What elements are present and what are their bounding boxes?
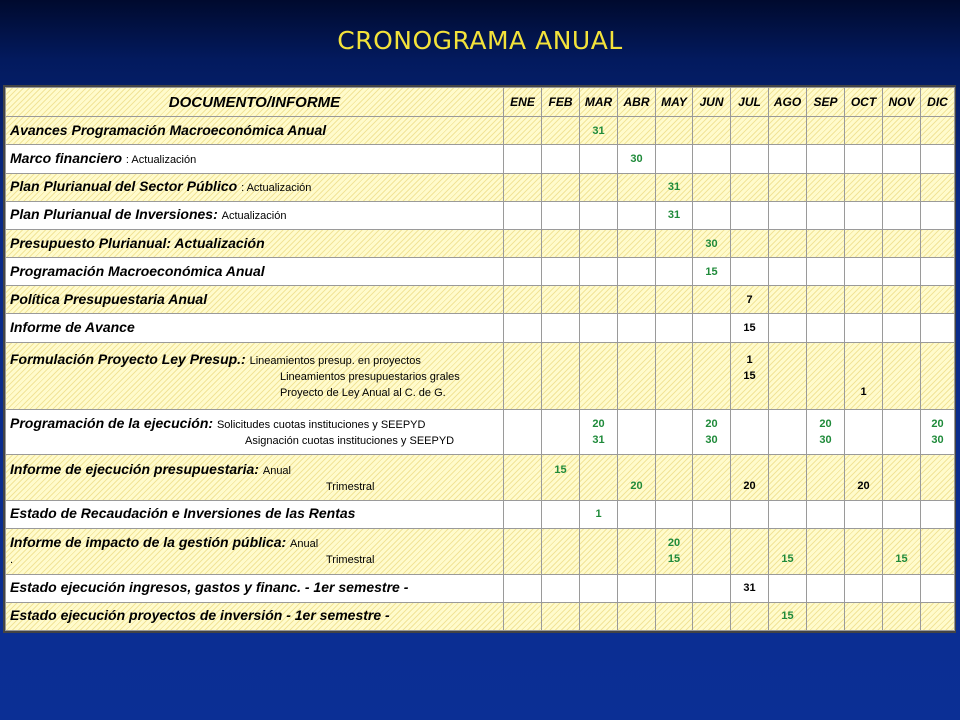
month-cell-may bbox=[656, 117, 693, 145]
month-cell-nov bbox=[883, 229, 921, 257]
month-cell-abr bbox=[618, 529, 656, 575]
month-cell-nov bbox=[883, 409, 921, 455]
month-cell-jun bbox=[693, 529, 731, 575]
month-cell-oct bbox=[845, 229, 883, 257]
document-subtitle: Lineamientos presupuestarios grales bbox=[280, 370, 460, 383]
month-cell-feb bbox=[542, 314, 580, 342]
month-cell-may bbox=[656, 258, 693, 286]
month-cell-abr bbox=[618, 173, 656, 201]
table-row bbox=[6, 314, 955, 342]
month-cell-jun bbox=[693, 258, 731, 286]
month-cell-dic bbox=[921, 602, 955, 630]
month-cell-mar bbox=[580, 145, 618, 173]
month-cell-abr bbox=[618, 145, 656, 173]
month-cell-mar bbox=[580, 409, 618, 455]
document-cell bbox=[6, 574, 504, 602]
month-cell-feb bbox=[542, 258, 580, 286]
date-value bbox=[542, 478, 579, 494]
document-title: Estado ejecución proyectos de inversión - 1er semestre - bbox=[10, 607, 390, 624]
date-value bbox=[883, 535, 920, 551]
month-cell-jul bbox=[731, 314, 769, 342]
date-value: 7 bbox=[746, 293, 753, 306]
date-value bbox=[845, 368, 882, 384]
month-cell-feb bbox=[542, 286, 580, 314]
date-value bbox=[618, 462, 655, 478]
month-cell-feb bbox=[542, 602, 580, 630]
document-subtitle: Anual bbox=[262, 464, 291, 477]
month-cell-mar bbox=[580, 455, 618, 501]
month-cell-dic bbox=[921, 314, 955, 342]
month-cell-may bbox=[656, 409, 693, 455]
month-cell-dic bbox=[921, 258, 955, 286]
month-cell-ago bbox=[769, 342, 807, 409]
month-cell-oct bbox=[845, 314, 883, 342]
date-value: 20 bbox=[931, 418, 944, 431]
month-cell-dic bbox=[921, 145, 955, 173]
document-title: Programación Macroeconómica Anual bbox=[10, 262, 265, 279]
document-cell bbox=[6, 258, 504, 286]
document-cell bbox=[6, 500, 504, 528]
month-cell-jun bbox=[693, 201, 731, 229]
month-cell-sep bbox=[807, 574, 845, 602]
header-document: DOCUMENTO/INFORME bbox=[6, 88, 504, 117]
month-cell-nov bbox=[883, 145, 921, 173]
month-cell-ene bbox=[504, 258, 542, 286]
date-value: 31 bbox=[743, 582, 756, 595]
month-cell-feb bbox=[542, 201, 580, 229]
month-cell-may bbox=[656, 574, 693, 602]
month-cell-sep bbox=[807, 455, 845, 501]
month-cell-may bbox=[656, 229, 693, 257]
month-cell-mar bbox=[580, 342, 618, 409]
month-cell-dic bbox=[921, 286, 955, 314]
month-cell-abr bbox=[618, 574, 656, 602]
date-value: 20 bbox=[630, 479, 643, 492]
month-cell-oct bbox=[845, 529, 883, 575]
month-cell-ago bbox=[769, 286, 807, 314]
date-value bbox=[769, 535, 806, 551]
document-cell bbox=[6, 117, 504, 145]
month-cell-abr bbox=[618, 342, 656, 409]
month-cell-mar bbox=[580, 201, 618, 229]
month-cell-ene bbox=[504, 314, 542, 342]
header-month: ENE bbox=[504, 88, 542, 117]
month-cell-ene bbox=[504, 229, 542, 257]
table-row bbox=[6, 342, 955, 409]
date-value bbox=[731, 462, 768, 478]
month-cell-sep bbox=[807, 314, 845, 342]
date-value: 31 bbox=[592, 434, 605, 447]
month-cell-oct bbox=[845, 342, 883, 409]
month-cell-sep bbox=[807, 258, 845, 286]
month-cell-feb bbox=[542, 173, 580, 201]
month-cell-nov bbox=[883, 314, 921, 342]
month-cell-jul bbox=[731, 229, 769, 257]
date-value bbox=[845, 462, 882, 478]
month-cell-sep bbox=[807, 342, 845, 409]
month-cell-may bbox=[656, 529, 693, 575]
month-cell-ago bbox=[769, 145, 807, 173]
month-cell-oct bbox=[845, 145, 883, 173]
month-cell-jul bbox=[731, 173, 769, 201]
header-month: NOV bbox=[883, 88, 921, 117]
month-cell-ago bbox=[769, 117, 807, 145]
month-cell-dic bbox=[921, 117, 955, 145]
month-cell-sep bbox=[807, 286, 845, 314]
month-cell-oct bbox=[845, 173, 883, 201]
month-cell-ene bbox=[504, 342, 542, 409]
table-row bbox=[6, 455, 955, 501]
table-row bbox=[6, 286, 955, 314]
document-cell bbox=[6, 229, 504, 257]
date-value: 15 bbox=[895, 553, 908, 566]
month-cell-ago bbox=[769, 455, 807, 501]
month-cell-jul bbox=[731, 500, 769, 528]
month-cell-nov bbox=[883, 286, 921, 314]
document-subtitle: Lineamientos presup. en proyectos bbox=[249, 354, 421, 367]
header-month: JUN bbox=[693, 88, 731, 117]
month-cell-feb bbox=[542, 574, 580, 602]
month-cell-oct bbox=[845, 455, 883, 501]
date-value: 30 bbox=[931, 434, 944, 447]
header-month: OCT bbox=[845, 88, 883, 117]
month-cell-jul bbox=[731, 574, 769, 602]
month-cell-nov bbox=[883, 342, 921, 409]
month-cell-jul bbox=[731, 286, 769, 314]
month-cell-dic bbox=[921, 500, 955, 528]
document-title: Estado de Recaudación e Inversiones de las Rentas bbox=[10, 505, 356, 522]
month-cell-abr bbox=[618, 500, 656, 528]
date-value: 30 bbox=[705, 237, 718, 250]
date-value: 15 bbox=[743, 322, 756, 335]
month-cell-feb bbox=[542, 409, 580, 455]
month-cell-ago bbox=[769, 602, 807, 630]
month-cell-sep bbox=[807, 145, 845, 173]
date-value: 15 bbox=[781, 553, 794, 566]
month-cell-abr bbox=[618, 201, 656, 229]
month-cell-dic bbox=[921, 201, 955, 229]
header-month: JUL bbox=[731, 88, 769, 117]
month-cell-mar bbox=[580, 314, 618, 342]
month-cell-sep bbox=[807, 229, 845, 257]
document-title: Política Presupuestaria Anual bbox=[10, 290, 208, 307]
month-cell-nov bbox=[883, 117, 921, 145]
document-title: Informe de impacto de la gestión pública: bbox=[10, 534, 291, 551]
document-cell bbox=[6, 409, 504, 455]
date-value: 30 bbox=[705, 434, 718, 447]
month-cell-feb bbox=[542, 455, 580, 501]
month-cell-abr bbox=[618, 455, 656, 501]
table-row bbox=[6, 602, 955, 630]
month-cell-jul bbox=[731, 145, 769, 173]
month-cell-may bbox=[656, 173, 693, 201]
month-cell-sep bbox=[807, 117, 845, 145]
date-value: 15 bbox=[743, 369, 756, 382]
document-title: Presupuesto Plurianual: Actualización bbox=[10, 234, 265, 251]
month-cell-ene bbox=[504, 500, 542, 528]
month-cell-jun bbox=[693, 314, 731, 342]
document-subtitle: Trimestral bbox=[326, 554, 375, 567]
month-cell-abr bbox=[618, 314, 656, 342]
header-month: FEB bbox=[542, 88, 580, 117]
month-cell-nov bbox=[883, 529, 921, 575]
document-subtitle: Actualización bbox=[221, 210, 287, 223]
document-title: Plan Plurianual de Inversiones: bbox=[10, 206, 222, 223]
month-cell-jun bbox=[693, 409, 731, 455]
date-value bbox=[845, 352, 882, 368]
document-subtitle: : Actualización bbox=[125, 154, 197, 166]
month-cell-dic bbox=[921, 173, 955, 201]
date-value: 20 bbox=[592, 418, 605, 431]
date-value: 1 bbox=[746, 353, 753, 366]
date-value: 20 bbox=[705, 418, 718, 431]
month-cell-oct bbox=[845, 602, 883, 630]
month-cell-mar bbox=[580, 500, 618, 528]
month-cell-jun bbox=[693, 574, 731, 602]
document-title: Formulación Proyecto Ley Presup.: bbox=[10, 350, 250, 367]
table-body bbox=[6, 117, 955, 631]
month-cell-feb bbox=[542, 500, 580, 528]
month-cell-mar bbox=[580, 574, 618, 602]
month-cell-ene bbox=[504, 409, 542, 455]
month-cell-dic bbox=[921, 229, 955, 257]
date-value: 20 bbox=[857, 479, 870, 492]
header-month: AGO bbox=[769, 88, 807, 117]
date-value: 15 bbox=[667, 553, 681, 566]
month-cell-jun bbox=[693, 145, 731, 173]
month-cell-ene bbox=[504, 201, 542, 229]
date-value: 15 bbox=[554, 463, 567, 476]
date-value: 20 bbox=[819, 418, 832, 431]
month-cell-ene bbox=[504, 574, 542, 602]
document-cell bbox=[6, 455, 504, 501]
month-cell-may bbox=[656, 145, 693, 173]
schedule-table-container bbox=[3, 85, 956, 633]
document-subtitle: Asignación cuotas instituciones y SEEPYD bbox=[245, 435, 455, 448]
month-cell-jun bbox=[693, 455, 731, 501]
table-row bbox=[6, 574, 955, 602]
date-value: 1 bbox=[860, 385, 867, 398]
document-title: Marco financiero bbox=[10, 150, 126, 166]
month-cell-nov bbox=[883, 574, 921, 602]
month-cell-oct bbox=[845, 201, 883, 229]
document-title: Informe de Avance bbox=[10, 319, 135, 336]
month-cell-oct bbox=[845, 500, 883, 528]
month-cell-feb bbox=[542, 342, 580, 409]
month-cell-ago bbox=[769, 529, 807, 575]
header-month: DIC bbox=[921, 88, 955, 117]
month-cell-ago bbox=[769, 500, 807, 528]
month-cell-oct bbox=[845, 117, 883, 145]
month-cell-ago bbox=[769, 574, 807, 602]
page-title: CRONOGRAMA ANUAL bbox=[337, 26, 623, 55]
month-cell-mar bbox=[580, 173, 618, 201]
month-cell-nov bbox=[883, 602, 921, 630]
table-row bbox=[6, 117, 955, 145]
month-cell-mar bbox=[580, 117, 618, 145]
month-cell-jun bbox=[693, 602, 731, 630]
document-cell bbox=[6, 145, 504, 173]
document-subtitle: Solicitudes cuotas instituciones y SEEPYD bbox=[216, 419, 426, 432]
month-cell-mar bbox=[580, 286, 618, 314]
month-cell-may bbox=[656, 314, 693, 342]
month-cell-ene bbox=[504, 145, 542, 173]
month-cell-abr bbox=[618, 117, 656, 145]
date-value: 20 bbox=[667, 537, 681, 550]
month-cell-oct bbox=[845, 258, 883, 286]
date-value: 15 bbox=[781, 610, 794, 623]
month-cell-mar bbox=[580, 602, 618, 630]
schedule-table bbox=[5, 87, 955, 631]
month-cell-ago bbox=[769, 201, 807, 229]
month-cell-ene bbox=[504, 173, 542, 201]
month-cell-jun bbox=[693, 117, 731, 145]
date-value: 30 bbox=[819, 434, 832, 447]
month-cell-feb bbox=[542, 529, 580, 575]
month-cell-dic bbox=[921, 342, 955, 409]
month-cell-ene bbox=[504, 286, 542, 314]
month-cell-jul bbox=[731, 258, 769, 286]
month-cell-jul bbox=[731, 529, 769, 575]
date-value: 31 bbox=[667, 209, 681, 222]
header-month: MAR bbox=[580, 88, 618, 117]
table-row bbox=[6, 229, 955, 257]
date-value: 20 bbox=[743, 479, 756, 492]
month-cell-may bbox=[656, 201, 693, 229]
header-month: SEP bbox=[807, 88, 845, 117]
month-cell-mar bbox=[580, 229, 618, 257]
month-cell-dic bbox=[921, 529, 955, 575]
document-title: Plan Plurianual del Sector Público bbox=[10, 178, 242, 195]
table-row bbox=[6, 258, 955, 286]
month-cell-oct bbox=[845, 286, 883, 314]
month-cell-dic bbox=[921, 574, 955, 602]
month-cell-ago bbox=[769, 314, 807, 342]
document-title: Informe de ejecución presupuestaria: bbox=[10, 460, 263, 477]
month-cell-jul bbox=[731, 602, 769, 630]
month-cell-jun bbox=[693, 286, 731, 314]
month-cell-oct bbox=[845, 409, 883, 455]
month-cell-sep bbox=[807, 602, 845, 630]
month-cell-sep bbox=[807, 173, 845, 201]
document-cell bbox=[6, 201, 504, 229]
month-cell-jul bbox=[731, 455, 769, 501]
document-cell bbox=[6, 314, 504, 342]
month-cell-jun bbox=[693, 173, 731, 201]
table-row bbox=[6, 201, 955, 229]
month-cell-abr bbox=[618, 286, 656, 314]
month-cell-nov bbox=[883, 500, 921, 528]
month-cell-sep bbox=[807, 500, 845, 528]
document-title: Programación de la ejecución: bbox=[10, 415, 217, 432]
date-value bbox=[731, 384, 768, 400]
table-row bbox=[6, 173, 955, 201]
month-cell-nov bbox=[883, 258, 921, 286]
document-cell bbox=[6, 342, 504, 409]
month-cell-may bbox=[656, 500, 693, 528]
month-cell-ene bbox=[504, 602, 542, 630]
date-value: 1 bbox=[595, 508, 602, 521]
month-cell-may bbox=[656, 602, 693, 630]
month-cell-abr bbox=[618, 229, 656, 257]
month-cell-may bbox=[656, 455, 693, 501]
month-cell-sep bbox=[807, 529, 845, 575]
month-cell-jul bbox=[731, 342, 769, 409]
month-cell-jun bbox=[693, 342, 731, 409]
table-row bbox=[6, 409, 955, 455]
header-month: MAY bbox=[656, 88, 693, 117]
document-subtitle: : Actualización bbox=[241, 182, 312, 195]
document-cell bbox=[6, 173, 504, 201]
month-cell-dic bbox=[921, 455, 955, 501]
month-cell-may bbox=[656, 286, 693, 314]
month-cell-nov bbox=[883, 455, 921, 501]
header-row bbox=[6, 88, 955, 117]
month-cell-jul bbox=[731, 409, 769, 455]
month-cell-nov bbox=[883, 173, 921, 201]
document-cell bbox=[6, 602, 504, 630]
month-cell-ago bbox=[769, 409, 807, 455]
document-subtitle: Proyecto de Ley Anual al C. de G. bbox=[280, 386, 446, 399]
row-prefix: . bbox=[10, 554, 14, 567]
document-title: Estado ejecución ingresos, gastos y financ. - 1er semestre - bbox=[10, 579, 409, 596]
month-cell-jul bbox=[731, 117, 769, 145]
month-cell-feb bbox=[542, 117, 580, 145]
month-cell-sep bbox=[807, 409, 845, 455]
month-cell-jun bbox=[693, 500, 731, 528]
month-cell-sep bbox=[807, 201, 845, 229]
month-cell-feb bbox=[542, 229, 580, 257]
month-cell-jul bbox=[731, 201, 769, 229]
date-value: 31 bbox=[667, 181, 681, 194]
month-cell-abr bbox=[618, 409, 656, 455]
month-cell-abr bbox=[618, 602, 656, 630]
table-row bbox=[6, 145, 955, 173]
document-cell bbox=[6, 529, 504, 575]
month-cell-dic bbox=[921, 409, 955, 455]
month-cell-ene bbox=[504, 455, 542, 501]
document-cell bbox=[6, 286, 504, 314]
month-cell-ago bbox=[769, 229, 807, 257]
month-cell-nov bbox=[883, 201, 921, 229]
date-value: 15 bbox=[705, 265, 718, 278]
document-subtitle: Anual bbox=[290, 538, 319, 551]
month-cell-jun bbox=[693, 229, 731, 257]
table-row bbox=[6, 529, 955, 575]
month-cell-oct bbox=[845, 574, 883, 602]
month-cell-mar bbox=[580, 529, 618, 575]
date-value: 30 bbox=[630, 153, 643, 165]
month-cell-may bbox=[656, 342, 693, 409]
month-cell-feb bbox=[542, 145, 580, 173]
month-cell-ago bbox=[769, 258, 807, 286]
month-cell-abr bbox=[618, 258, 656, 286]
month-cell-ene bbox=[504, 117, 542, 145]
header-month: ABR bbox=[618, 88, 656, 117]
date-value: 31 bbox=[592, 124, 605, 137]
document-title: Avances Programación Macroeconómica Anual bbox=[10, 121, 327, 138]
table-row bbox=[6, 500, 955, 528]
month-cell-ago bbox=[769, 173, 807, 201]
month-cell-mar bbox=[580, 258, 618, 286]
document-subtitle: Trimestral bbox=[326, 480, 375, 493]
month-cell-ene bbox=[504, 529, 542, 575]
